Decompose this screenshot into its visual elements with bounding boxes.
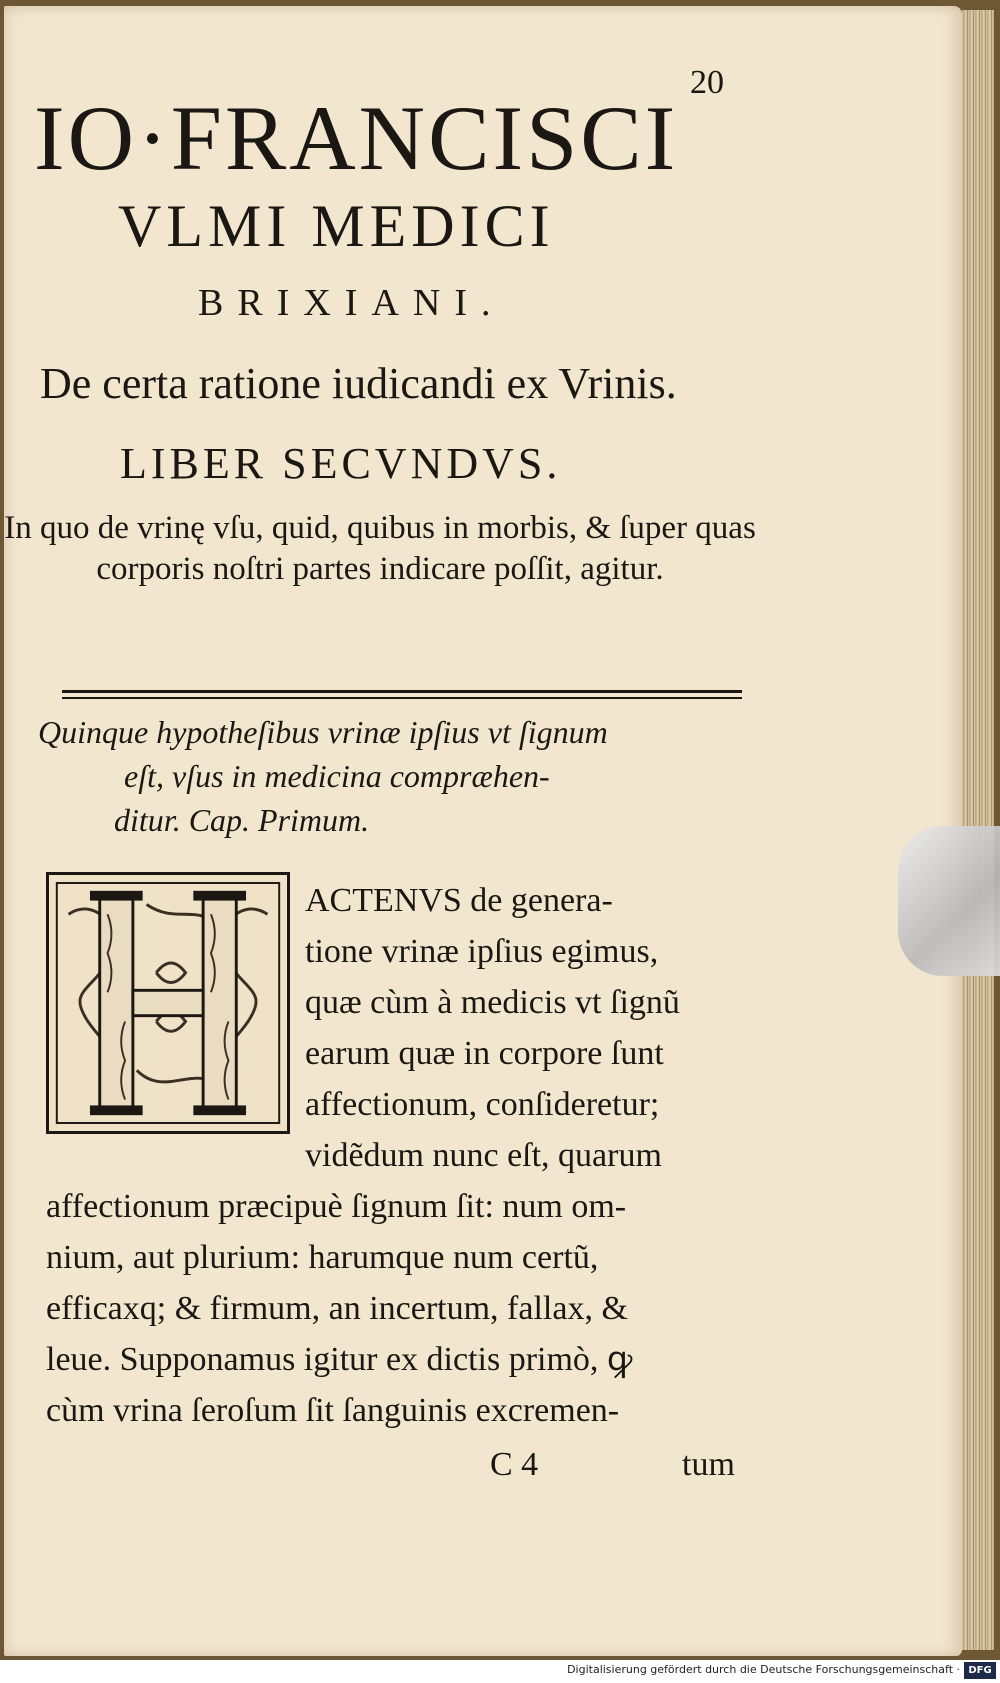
body-text-line: ACTENVS de genera- xyxy=(305,882,613,919)
folio-number: 20 xyxy=(690,64,724,101)
page-clip xyxy=(898,826,1000,976)
divider-rule-thin xyxy=(62,697,742,699)
chapter-heading-line: Quinque hypotheſibus vrinæ ipſius vt ſignum xyxy=(38,714,608,750)
body-text-line: tione vrinæ ipſius egimus, xyxy=(305,933,659,970)
catchword: tum xyxy=(682,1446,735,1483)
work-subject: De certa ratione iudicandi ex Vrinis. xyxy=(40,359,677,408)
title-author-line: IO·FRANCISCI xyxy=(34,87,679,189)
title-line-2: VLMI MEDICI xyxy=(118,193,555,259)
body-text-line: cùm vrina ſeroſum ſit ſanguinis excremen- xyxy=(46,1392,620,1429)
title-line-3: BRIXIANI. xyxy=(198,282,505,324)
body-text-line: affectionum, conſideretur; xyxy=(305,1086,660,1123)
chapter-heading-line: ditur. Cap. Primum. xyxy=(114,802,370,838)
body-text-line: vidẽdum nunc eſt, quarum xyxy=(305,1137,662,1174)
body-text-line: nium, aut plurium: harumque num certũ, xyxy=(46,1239,599,1276)
body-text-line: quæ cùm à medicis vt ſignũ xyxy=(305,984,680,1021)
chapter-heading-line: eſt, vſus in medicina compræhen- xyxy=(124,758,550,794)
signature-mark: C 4 xyxy=(490,1446,539,1483)
body-text-line: affectionum præcipuè ſignum ſit: num om- xyxy=(46,1188,627,1225)
body-text-line: efficaxq; & firmum, an incertum, fallax, & xyxy=(46,1290,628,1327)
body-text-line: earum quæ in corpore ſunt xyxy=(305,1035,664,1072)
divider-rule xyxy=(62,690,742,693)
book-argument: In quo de vrinę vſu, quid, quibus in morbis, & ſuper quas corporis noſtri partes indicare poſſit, agitur. xyxy=(4,510,756,587)
footer-credit: Digitalisierung gefördert durch die Deutsche Forschungsgemeinschaft · xyxy=(567,1663,960,1676)
footer-bar xyxy=(0,1660,1000,1683)
ornamental-initial-h-icon xyxy=(46,872,290,1134)
book-heading: LIBER SECVNDVS. xyxy=(120,439,562,488)
body-text-line: leue. Supponamus igitur ex dictis primò, ꝙ xyxy=(46,1341,633,1378)
dfg-logo: DFG xyxy=(964,1662,996,1679)
